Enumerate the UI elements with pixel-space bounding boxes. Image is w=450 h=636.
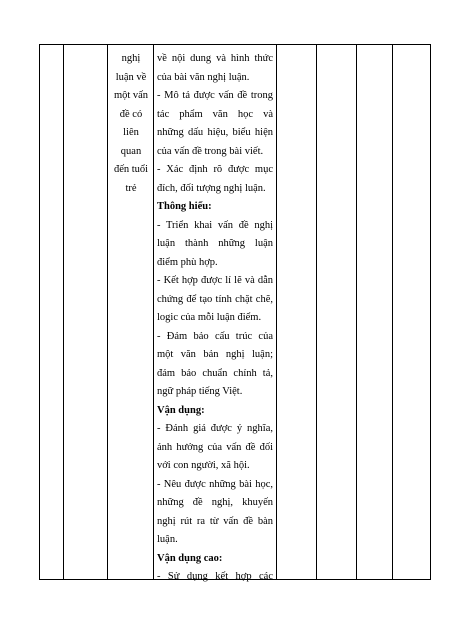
column-divider xyxy=(63,44,64,580)
requirement-line: luận. xyxy=(157,534,178,545)
section-heading: Vận dụng cao: xyxy=(157,552,223,564)
topic-line: quan xyxy=(120,145,142,157)
requirement-line: nghị rút ra từ vấn đề bàn xyxy=(157,515,273,527)
topic-line: đề có xyxy=(119,108,143,120)
requirement-line: ảnh hưởng của vấn đề đối xyxy=(157,441,273,453)
requirement-line: đảm bảo chuẩn chính tả, xyxy=(157,367,273,379)
requirement-line: - Mô tả được vấn đề trong xyxy=(157,90,273,101)
column-divider xyxy=(107,44,108,580)
section-heading: Vận dụng: xyxy=(157,404,205,416)
column-divider xyxy=(356,44,357,580)
requirement-line: - Đánh giá được ý nghĩa, xyxy=(157,423,273,434)
requirement-line: một văn bản nghị luận; xyxy=(157,349,273,360)
requirement-line: những dấu hiệu, biểu hiện xyxy=(157,127,273,138)
column-divider xyxy=(316,44,317,580)
requirement-line: - Xác định rõ được mục xyxy=(157,164,273,175)
requirement-line: về nội dung và hình thức xyxy=(157,53,273,64)
requirement-line: chứng để tạo tính chặt chẽ, xyxy=(157,293,273,305)
requirement-line: với con người, xã hội. xyxy=(157,460,250,471)
topic-line: trẻ xyxy=(125,182,137,194)
section-heading: Thông hiểu: xyxy=(157,201,212,212)
topic-line: nghị xyxy=(121,53,141,64)
column-divider xyxy=(392,44,393,580)
requirement-line: - Triển khai vấn đề nghị xyxy=(157,219,273,231)
requirement-line: - Nêu được những bài học, xyxy=(157,478,273,490)
topic-line: luận về xyxy=(115,71,147,83)
topic-line: một vấn xyxy=(113,90,149,101)
topic-cell xyxy=(109,50,153,198)
requirement-line: tác phẩm văn học và xyxy=(157,108,273,120)
requirement-line: luận thành những luận xyxy=(157,238,273,249)
requirement-line: - Đảm bảo cấu trúc của xyxy=(157,330,273,342)
column-divider xyxy=(153,44,154,580)
requirement-line: - Kết hợp được lí lẽ và dẫn xyxy=(157,275,273,286)
topic-line: đến tuổi xyxy=(113,164,149,175)
requirements-cell xyxy=(157,50,273,587)
requirement-line: của bài văn nghị luận. xyxy=(157,71,250,83)
column-divider xyxy=(430,44,431,580)
requirement-line: logic của mỗi luận điểm. xyxy=(157,312,262,323)
column-divider xyxy=(276,44,277,580)
requirement-line: điểm phù hợp. xyxy=(157,256,218,268)
requirement-line: của vấn đề trong bài viết. xyxy=(157,145,264,157)
requirement-line: - Sử dụng kết hợp các xyxy=(157,571,273,582)
topic-line: liên xyxy=(123,127,139,138)
requirement-line: đích, đối tượng nghị luận. xyxy=(157,182,266,194)
requirement-line: ngữ pháp tiếng Việt. xyxy=(157,386,243,397)
requirement-line: những đề nghị, khuyến xyxy=(157,497,273,508)
